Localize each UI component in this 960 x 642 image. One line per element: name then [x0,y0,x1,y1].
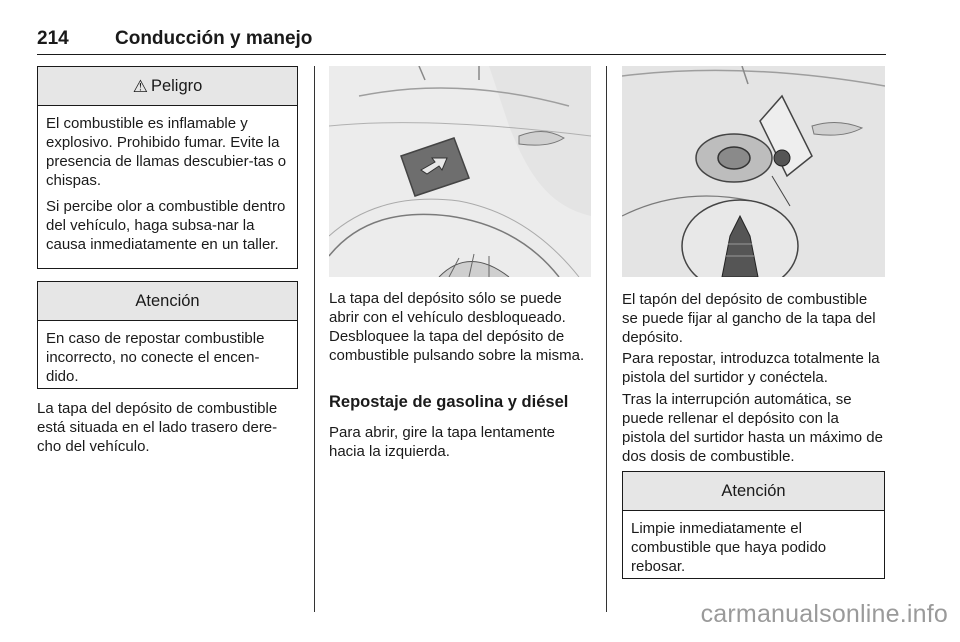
col2-paragraph-2: Para abrir, gire la tapa lentamente hacia la izquierda. [329,424,555,460]
caution-1-text: En caso de repostar combustible incorrecto, no conecte el encen-dido. [46,330,265,385]
caution-box-1-header [38,282,297,321]
fuel-cap-illustration [622,66,885,277]
col1-paragraph: La tapa del depósito de combustible está situada en el lado trasero dere-cho del vehículo. [37,400,278,455]
caution-box-2-header [623,472,884,511]
danger-box-header [38,67,297,106]
caution-box-1 [37,281,298,389]
col3-paragraph: Tras la interrupción automática, se puede rellenar el depósito con la pistola del surtidor hasta un máximo de dos dosis de combustible. [622,391,883,465]
column-divider-1 [314,66,315,612]
fuel-door-illustration [329,66,591,277]
col2-paragraph: La tapa del depósito sólo se puede abrir con el vehículo desbloqueado. Desbloquee la tapa del depósito de combustible pulsando sobre la misma. [329,290,585,364]
caution-2-text: Limpie inmediatamente el combustible que haya podido rebosar. [631,520,827,575]
watermark: carmanualsonline.info [700,600,948,628]
caution-box-1-body [38,321,297,386]
col3-paragraph: El tapón del depósito de combustible se puede fijar al gancho de la tapa del depósito. [622,291,876,346]
page-header [37,22,886,55]
warning-triangle-icon: ⚠ [132,76,148,96]
danger-box [37,66,298,269]
caution-box-2-body [623,511,884,576]
danger-box-body [38,106,297,254]
page-number: 214 [37,28,69,49]
refueling-heading: Repostaje de gasolina y diésel [329,393,569,411]
col3-paragraph: Para repostar, introduzca totalmente la pistola del surtidor y conéctela. [622,350,880,386]
danger-box-title: Peligro [150,76,203,95]
danger-paragraph: El combustible es inflamable y explosivo. Prohibido fumar. Evite la presencia de llamas descubier-tas o chispas. [46,115,287,189]
caution-box-2-title: Atención [721,481,786,500]
column-divider-2 [606,66,607,612]
caution-box-1-title: Atención [135,291,200,310]
caution-box-2 [622,471,885,579]
page-title: Conducción y manejo [115,28,313,49]
danger-paragraph: Si percibe olor a combustible dentro del vehículo, haga subsa-nar la causa inmediatamente en un taller. [46,198,286,253]
